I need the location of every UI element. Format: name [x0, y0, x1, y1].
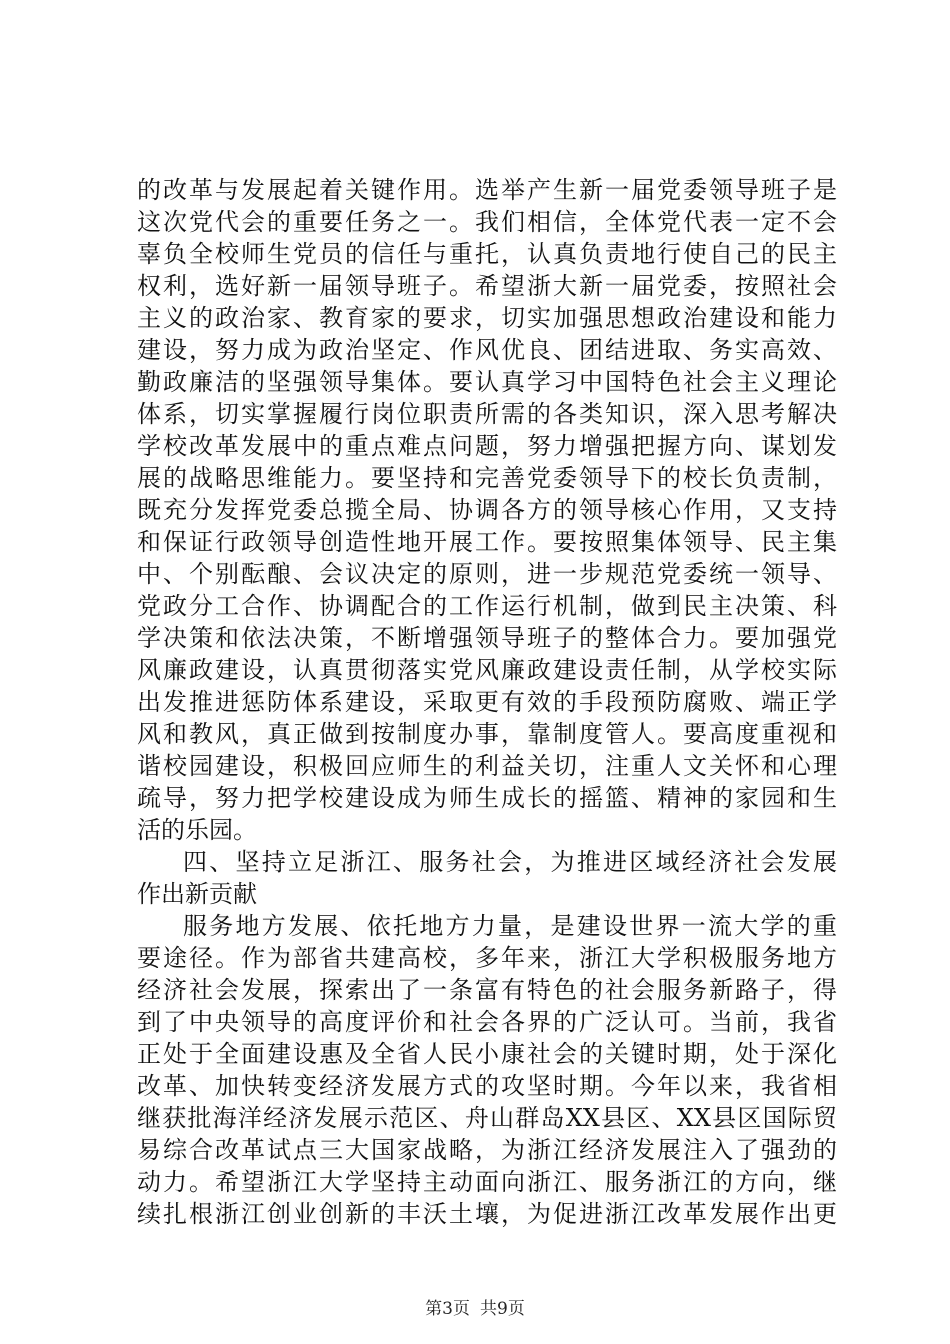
text-line: 动力。希望浙江大学坚持主动面向浙江、服务浙江的方向，继	[137, 1168, 837, 1196]
text-line: 出发推进惩防体系建设，采取更有效的手段预防腐败、端正学	[137, 688, 837, 716]
text-line: 主义的政治家、教育家的要求，切实加强思想政治建设和能力	[137, 304, 837, 332]
text-line: 学校改革发展中的重点难点问题，努力增强把握方向、谋划发	[137, 432, 837, 460]
text-line: 易综合改革试点三大国家战略，为浙江经济发展注入了强劲的	[137, 1136, 837, 1164]
text-line: 展的战略思维能力。要坚持和完善党委领导下的校长负责制，	[137, 464, 837, 492]
text-line: 学决策和依法决策，不断增强领导班子的整体合力。要加强党	[137, 624, 837, 652]
text-line: 谐校园建设，积极回应师生的利益关切，注重人文关怀和心理	[137, 752, 837, 780]
text-line: 这次党代会的重要任务之一。我们相信，全体党代表一定不会	[137, 208, 837, 236]
page-total: 共9页	[480, 1299, 525, 1319]
page-footer	[0, 1298, 950, 1320]
text-line: 权利，选好新一届领导班子。希望浙大新一届党委，按照社会	[137, 272, 837, 300]
text-line: 和保证行政领导创造性地开展工作。要按照集体领导、民主集	[137, 528, 837, 556]
body-text	[137, 174, 837, 1230]
text-line: 改革、加快转变经济发展方式的攻坚时期。今年以来，我省相	[137, 1072, 837, 1100]
text-line: 疏导，努力把学校建设成为师生成长的摇篮、精神的家园和生	[137, 784, 837, 812]
text-line: 辜负全校师生党员的信任与重托，认真负责地行使自己的民主	[137, 240, 837, 268]
text-line: 到了中央领导的高度评价和社会各界的广泛认可。当前，我省	[137, 1008, 837, 1036]
text-line: 勤政廉洁的坚强领导集体。要认真学习中国特色社会主义理论	[137, 368, 837, 396]
text-line: 党政分工合作、协调配合的工作运行机制，做到民主决策、科	[137, 592, 837, 620]
text-line: 要途径。作为部省共建高校，多年来，浙江大学积极服务地方	[137, 944, 837, 972]
text-line: 续扎根浙江创业创新的丰沃土壤，为促进浙江改革发展作出更	[137, 1200, 837, 1228]
section-heading-line: 作出新贡献	[137, 880, 257, 908]
text-line: 中、个别酝酿、会议决定的原则，进一步规范党委统一领导、	[137, 560, 837, 588]
text-line: 体系，切实掌握履行岗位职责所需的各类知识，深入思考解决	[137, 400, 837, 428]
text-line: 经济社会发展，探索出了一条富有特色的社会服务新路子，得	[137, 976, 837, 1004]
section-heading-line: 四、坚持立足浙江、服务社会，为推进区域经济社会发展	[183, 848, 837, 876]
text-line: 正处于全面建设惠及全省人民小康社会的关键时期，处于深化	[137, 1040, 837, 1068]
text-line: 服务地方发展、依托地方力量，是建设世界一流大学的重	[183, 912, 837, 940]
text-line: 活的乐园。	[137, 816, 257, 844]
text-line: 的改革与发展起着关键作用。选举产生新一届党委领导班子是	[137, 176, 837, 204]
page-number: 第3页	[425, 1299, 470, 1319]
text-line: 风廉政建设，认真贯彻落实党风廉政建设责任制，从学校实际	[137, 656, 837, 684]
text-line: 继获批海洋经济发展示范区、舟山群岛XX县区、XX县区国际贸	[137, 1104, 837, 1132]
text-line: 建设，努力成为政治坚定、作风优良、团结进取、务实高效、	[137, 336, 837, 364]
text-line: 风和教风，真正做到按制度办事，靠制度管人。要高度重视和	[137, 720, 837, 748]
text-line: 既充分发挥党委总揽全局、协调各方的领导核心作用，又支持	[137, 496, 837, 524]
